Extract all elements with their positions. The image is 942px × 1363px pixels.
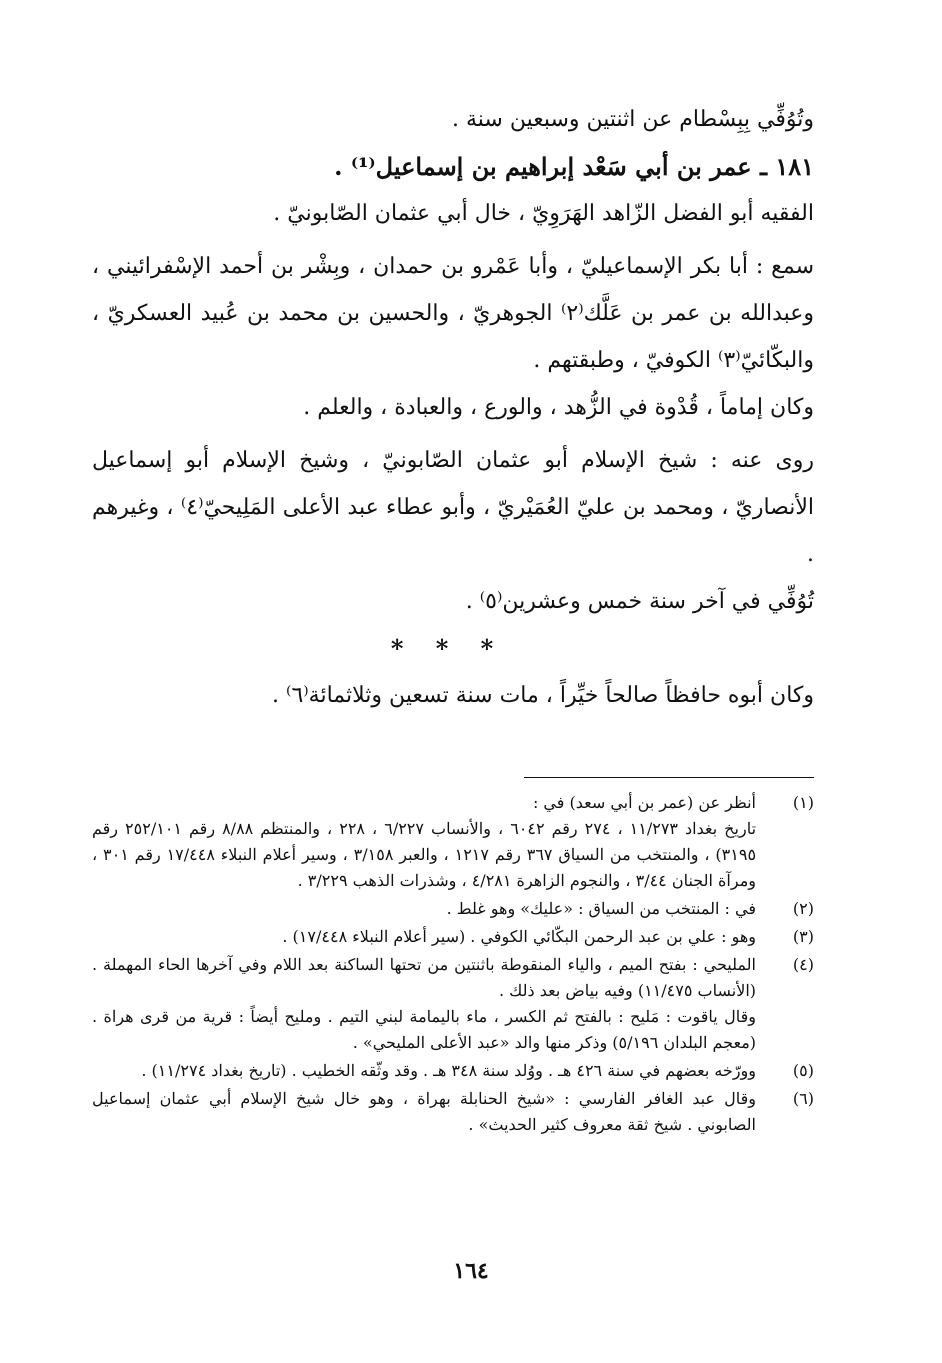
footnote-number: (٢) [792,899,814,918]
footnote-number: (١) [792,793,814,812]
footnote-line: وقال ياقوت : مَليح : بالفتح ثم الكسر ، ماء باليمامة لبني التيم . ومليح أيضاً : قرية من قرى هراة . (معجم البلدان ٥/١٩٦) وذكر منها والد «عبد الأعلى المليحي» . [92,1007,756,1052]
footnote-line: أنظر عن (عمر بن أبي سعد) في : [532,793,756,812]
paragraph: وكان أبوه حافظاً صالحاً خيِّراً ، مات سنة تسعين وثلاثمائة⁽٦⁾ . [272,683,814,708]
footnote-number: (٤) [792,955,814,974]
main-text [92,96,814,719]
footnote-line: وقال عبد الغافر الفارسي : «شيخ الحنابلة بهراة ، وهو خال شيخ الإسلام أبي عثمان إسماعيل الصابوني . شيخ ثقة معروف كثير الحديث» . [92,1089,757,1134]
footnote-line: وورّخه بعضهم في سنة ٤٢٦ هـ . ووُلد سنة ٣٤٨ هـ . وقد وثّقه الخطيب . (تاريخ بغداد ١١/٢٧٤) . [141,1061,756,1080]
footnote-divider [524,777,814,778]
footnote-body [92,896,756,922]
paragraph: سمع : أبا بكر الإسماعيليّ ، وأبا عَمْرو بن حمدان ، وبِشْر بن أحمد الإسْفرائيني ، وعبدالله بن عمر بن عَلَّك⁽٢⁾ الجوهريّ ، والحسين بن محمد بن عُبيد العسكريّ ، والبكّائيّ⁽٣⁾ الكوفيّ ، وطبقتهم . [92,254,815,373]
footnote [92,790,814,894]
footnote-body [92,1058,756,1084]
footnote-number: (٣) [792,927,814,946]
footnote-line: في : المنتخب من السياق : «عليك» وهو غلط . [446,899,756,918]
footnote [92,1058,814,1084]
paragraph: الفقيه أبو الفضل الزّاهد الهَرَوِيّ ، خال أبي عثمان الصّابونيّ . [273,201,814,226]
paragraph: وكان إماماً ، قُدْوة في الزُّهد ، والورع ، والعبادة ، والعلم . [303,395,814,420]
footnote-body [92,790,756,894]
footnote-line: تاريخ بغداد ١١/٢٧٣ ، ٢٧٤ رقم ٦٠٤٢ ، والأنساب ٦/٢٢٧ ، ٢٢٨ ، والمنتظم ٨/٨٨ رقم ٢٥٢/١٠١ رقم ٣١٩٥) ، والمنتخب من السياق ٣٦٧ رقم ١٢١٧ ، والعبر ٣/١٥٨ ، وسير أعلام النبلاء ١٧/٤٤٨ رقم ٣٠١ ، ومرآة الجنان ٣/٤٤ ، والنجوم الزاهرة ٤/٢٨١ ، وشذرات الذهب ٣/٢٢٩ . [92,819,757,890]
footnote [92,924,814,950]
footnotes [92,790,814,1140]
paragraph: تُوُفِّي في آخر سنة خمس وعشرين⁽٥⁾ . [465,589,814,614]
paragraph: روى عنه : شيخ الإسلام أبو عثمان الصّابونيّ ، وشيخ الإسلام أبو إسماعيل الأنصاريّ ، ومحمد بن عليّ العُمَيْريّ ، وأبو عطاء عبد الأعلى المَلِيحيّ⁽٤⁾ ، وغيرهم . [92,448,815,567]
footnote-body [92,952,756,1056]
footnote-body [92,924,756,950]
footnote-line: المليحي : بفتح الميم ، والياء المنقوطة باثنتين من تحتها الساكنة بعد اللام وفي آخرها الحاء المهملة . (الأنساب ١١/٤٧٥) وفيه بياض بعد ذلك . [92,955,757,1000]
section-separator: * * * [390,634,506,663]
footnote-body [92,1086,756,1138]
entry-heading: ١٨١ ـ عمر بن أبي سَعْد إبراهيم بن إسماعيل⁽¹⁾ . [334,152,814,181]
page-number: ١٦٤ [453,1258,489,1284]
footnote-number: (٥) [792,1061,814,1080]
footnote-line: وهو : علي بن عبد الرحمن البكّائي الكوفي . (سير أعلام النبلاء ١٧/٤٤٨) . [282,927,756,946]
footnote [92,1086,814,1138]
paragraph: وتُوُفِّي بِبِسْطام عن اثنتين وسبعين سنة . [451,107,814,132]
footnote [92,896,814,922]
footnote [92,952,814,1056]
footnote-number: (٦) [792,1089,814,1108]
